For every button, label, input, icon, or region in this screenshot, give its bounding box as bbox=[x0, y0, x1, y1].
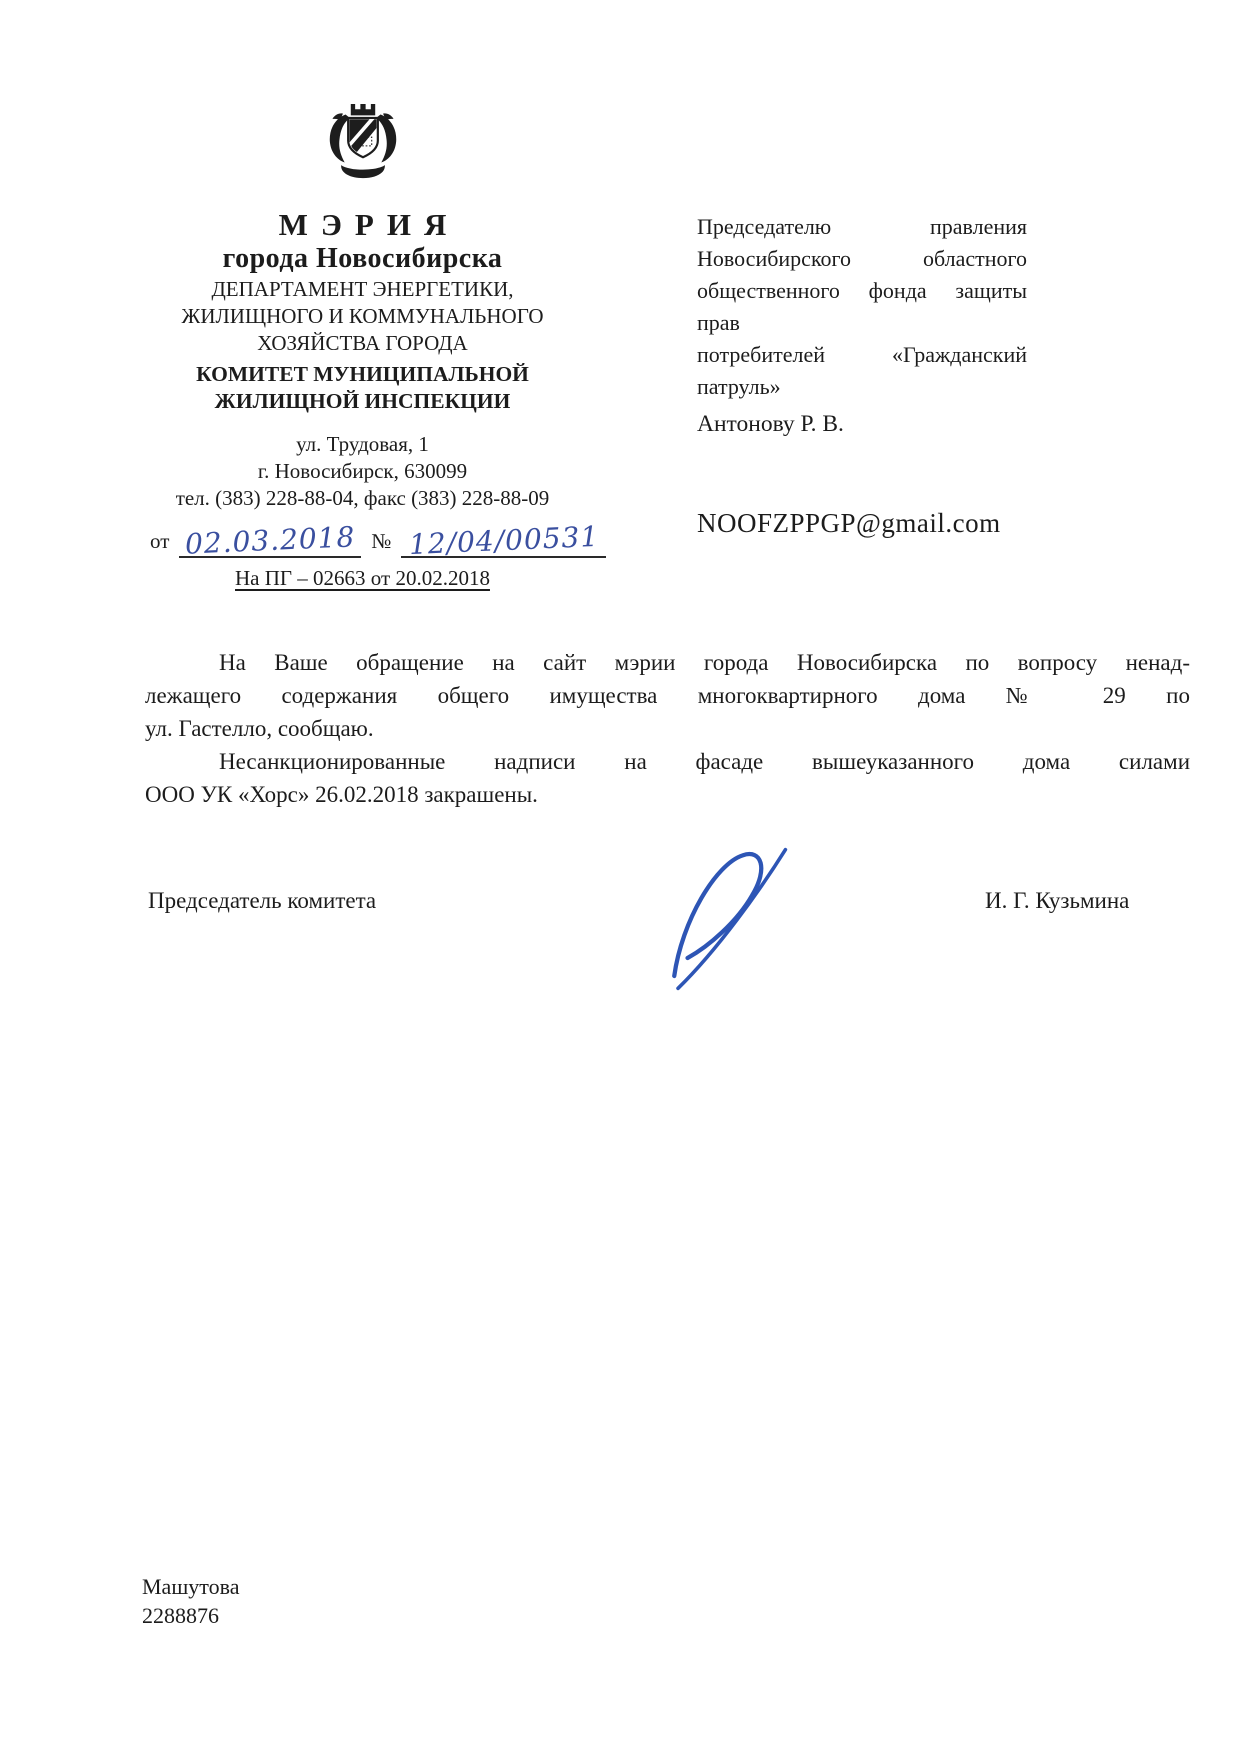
signer-position-title: Председатель комитета bbox=[148, 888, 377, 913]
body-line: На Ваше обращение на сайт мэрии города Новосибирска по вопросу ненад- bbox=[219, 650, 1190, 675]
handwritten-number: 12/04/00531 bbox=[408, 519, 600, 562]
recipient-line: патруль» bbox=[697, 374, 781, 399]
executor-name: Машутова bbox=[142, 1574, 240, 1599]
recipient-address bbox=[697, 211, 1027, 403]
letter-body bbox=[145, 646, 1190, 811]
recipient-line: потребителей «Гражданский bbox=[697, 342, 1027, 367]
body-line: лежащего содержания общего имущества многоквартирного дома № 29 по bbox=[145, 683, 1190, 708]
department-name bbox=[95, 276, 630, 357]
department-line: ДЕПАРТАМЕНТ ЭНЕРГЕТИКИ, bbox=[211, 277, 514, 301]
number-label: № bbox=[371, 529, 392, 553]
executor-phone: 2288876 bbox=[142, 1603, 219, 1628]
committee-name bbox=[95, 361, 630, 415]
recipient-line: общественного фонда защиты прав bbox=[697, 278, 1027, 335]
novosibirsk-coat-of-arms-icon bbox=[315, 100, 411, 190]
handwritten-date: 02.03.2018 bbox=[184, 520, 357, 561]
recipient-email: NOOFZPPGP@gmail.com bbox=[697, 508, 1001, 538]
department-line: ХОЗЯЙСТВА ГОРОДА bbox=[257, 331, 468, 355]
org-title-city: города Новосибирска bbox=[222, 243, 503, 274]
number-blank-line bbox=[401, 519, 606, 562]
date-label: от bbox=[150, 529, 170, 553]
body-line: ООО УК «Хорс» 26.02.2018 закрашены. bbox=[145, 782, 538, 807]
recipient-line: Председателю правления bbox=[697, 214, 1027, 239]
phone-fax: тел. (383) 228-88-04, факс (383) 228-88-09 bbox=[175, 486, 550, 510]
recipient-name: Антонову Р. В. bbox=[697, 411, 844, 437]
recipient-line: Новосибирского областного bbox=[697, 246, 1027, 271]
outgoing-number-row bbox=[95, 518, 630, 562]
city-postcode: г. Новосибирск, 630099 bbox=[257, 459, 468, 483]
street-address: ул. Трудовая, 1 bbox=[296, 432, 429, 456]
committee-line: КОМИТЕТ МУНИЦИПАЛЬНОЙ bbox=[196, 362, 529, 386]
committee-line: ЖИЛИЩНОЙ ИНСПЕКЦИИ bbox=[214, 389, 511, 413]
handwritten-signature-icon bbox=[652, 843, 820, 995]
date-blank-line bbox=[179, 520, 361, 561]
body-line: ул. Гастелло, сообщаю. bbox=[145, 716, 374, 741]
reference-line: На ПГ – 02663 от 20.02.2018 bbox=[235, 566, 490, 590]
department-line: ЖИЛИЩНОГО И КОММУНАЛЬНОГО bbox=[181, 304, 544, 328]
contact-block bbox=[95, 431, 630, 512]
org-title-mayoralty: МЭРИЯ bbox=[278, 207, 460, 242]
executor-block bbox=[142, 1572, 239, 1630]
body-line: Несанкционированные надписи на фасаде вышеуказанного дома силами bbox=[219, 749, 1190, 774]
letterhead bbox=[95, 100, 630, 591]
signer-name: И. Г. Кузьмина bbox=[985, 888, 1130, 913]
